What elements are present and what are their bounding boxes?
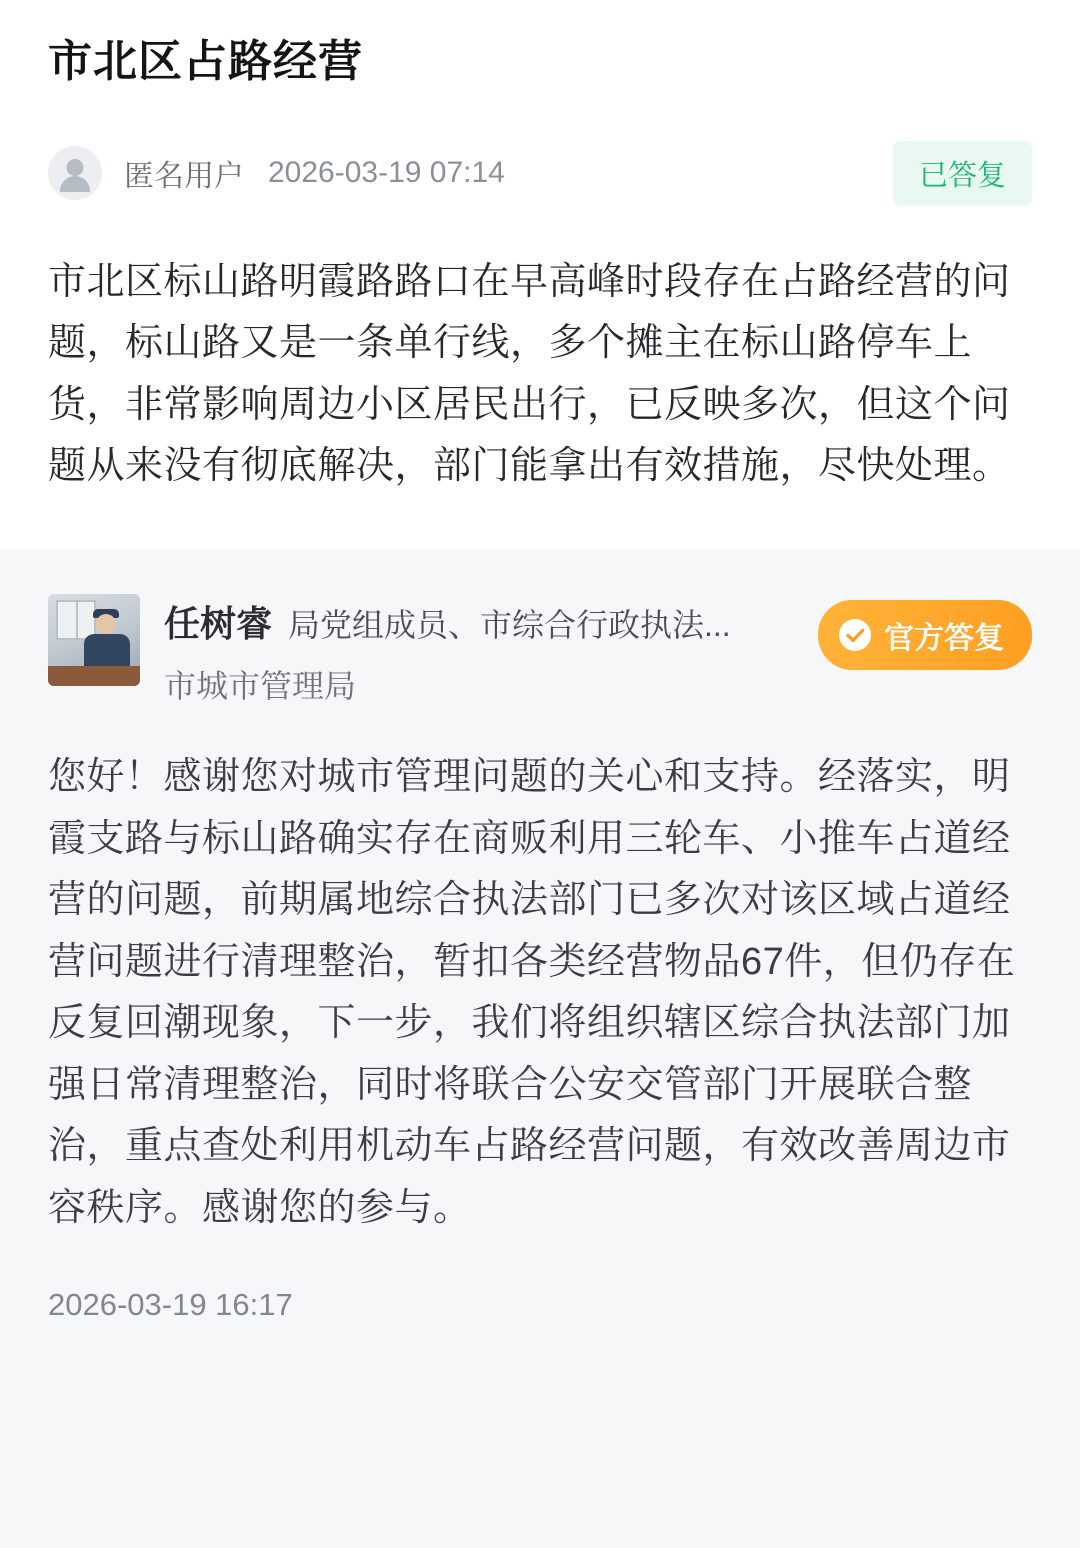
answer-timestamp: 2026-03-19 16:17 (48, 1287, 293, 1323)
question-date: 2026-03-19 07:14 (268, 156, 505, 190)
official-reply-badge (818, 600, 1032, 670)
officer-info (164, 594, 818, 707)
question-body: 市北区标山路明霞路路口在早高峰时段存在占路经营的问题，标山路又是一条单行线，多个摊主在标山路停车上货，非常影响周边小区居民出行，已反映多次，但这个问题从来没有彻底解决，部门能拿出有效措施，尽快处理。 (48, 260, 1011, 488)
question-meta-row (48, 141, 1032, 206)
verified-check-icon (838, 618, 872, 652)
officer-title: 局党组成员、市综合行政执法... (288, 606, 731, 643)
question-section (0, 0, 1080, 550)
page-title: 市北区占路经营 (48, 37, 363, 86)
answer-section (0, 550, 1080, 1548)
avatar-body-icon (60, 176, 90, 192)
status-badge: 已答复 (893, 141, 1032, 206)
question-author: 匿名用户 (124, 160, 244, 194)
answer-header (48, 594, 1032, 707)
officer-department: 市城市管理局 (164, 667, 357, 704)
officer-name: 任树睿 (164, 602, 273, 644)
avatar-head-icon (67, 159, 84, 176)
avatar (48, 146, 102, 200)
officer-name-row (164, 596, 818, 647)
answer-body: 您好！感谢您对城市管理问题的关心和支持。经落实，明霞支路与标山路确实存在商贩利用三轮车、小推车占道经营的问题，前期属地综合执法部门已多次对该区域占道经营问题进行清理整治，暂扣各类经营物品67件，但仍存在反复回潮现象，下一步，我们将组织辖区综合执法部门加强日常清理整治，同时将联合公安交管部门开展联合整治，重点查处利用机动车占路经营问题，有效改善周边市容秩序。感谢您的参与。 (48, 755, 1016, 1229)
desk-decor-icon (48, 666, 140, 686)
officer-head-icon (96, 614, 116, 634)
official-reply-badge-label: 官方答复 (884, 621, 1004, 655)
officer-photo (48, 594, 140, 686)
officer-body-icon (84, 634, 130, 668)
